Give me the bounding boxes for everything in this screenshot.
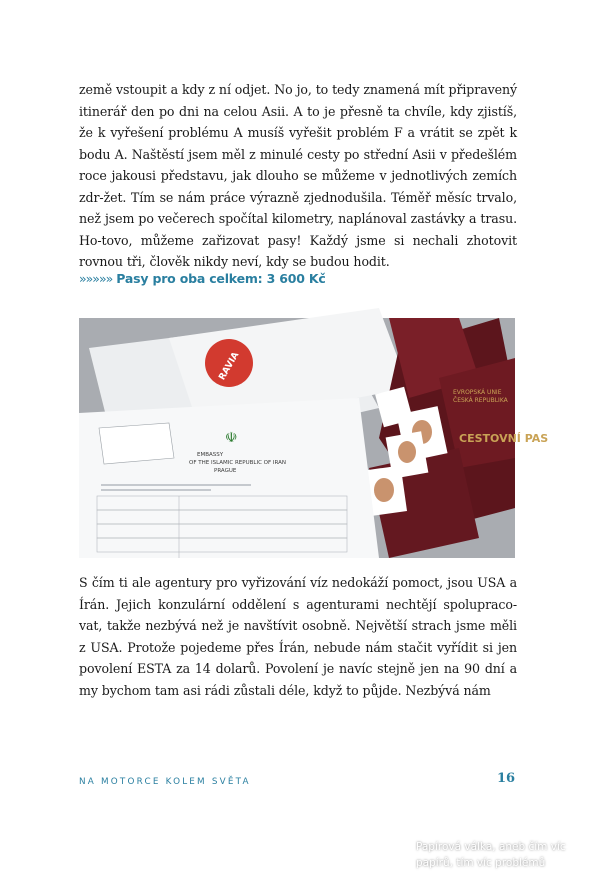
doc-line-1: EMBASSY xyxy=(197,452,224,458)
price-subheading xyxy=(79,271,326,286)
passport-line-1: EVROPSKÁ UNIE xyxy=(453,389,502,396)
svg-text:☫: ☫ xyxy=(225,430,238,446)
photo-caption: Papírová válka, aneb čím víc papírů, tím víc problémů xyxy=(416,841,566,869)
body-paragraph-1: země vstoupit a kdy z ní odjet. No jo, to tedy znamená mít připravený itinerář den po dni na celou Asii. A to je přesně ta chvíle, kdy zjistíš, že k vyřešení problému A musíš vyřešit problém F a vrátit se zpět k bodu A. Naštěstí jsem měl z minulé cesty po střední Asii v předešlém roce jakousi představu, jak dlouho se můžeme v jednotlivých zemích zdr-žet. Tím se nám práce výrazně zjednodušila. Téměř měsíc trvalo, než jsem po večerech spočítal kilometry, naplánoval zastávky a trasu. Ho-tovo, můžeme zařizovat pasy! Každý jsme si nechali zhotovit rovnou tři, člověk nikdy neví, kdy se budou hodit. xyxy=(79,82,517,269)
arrows-decoration: »»»»» xyxy=(79,271,113,286)
doc-line-3: PRAGUE xyxy=(214,468,237,474)
passport-line-2: ČESKÁ REPUBLIKA xyxy=(453,397,508,404)
price-subheading-text: Pasy pro oba celkem: 3 600 Kč xyxy=(116,271,326,286)
footer-book-title: NA MOTORCE KOLEM SVĚTA xyxy=(79,777,251,787)
body-paragraph-2: S čím ti ale agentury pro vyřizování víz nedokáží pomoct, jsou USA a Írán. Jejich konzulární oddělení s agenturami nechtějí spolupraco-vat, takže nezbývá než je navštívit osobně. Největší strach jsme měli z USA. Protože pojedeme přes Írán, nebude nám stačit vyřídit si jen povolení ESTA za 14 dolarů. Povolení je navíc stejně jen na 90 dní a my bychom tam asi rádi zůstali déle, když to půjde. Nezbývá nám xyxy=(79,575,517,698)
documents-photo-illustration xyxy=(79,318,549,558)
page-number: 16 xyxy=(497,771,516,786)
stamp-text: RAVIA xyxy=(217,350,242,383)
doc-line-2: OF THE ISLAMIC REPUBLIC OF IRAN xyxy=(189,460,287,466)
passport-line-3: CESTOVNÍ PAS xyxy=(459,432,549,445)
